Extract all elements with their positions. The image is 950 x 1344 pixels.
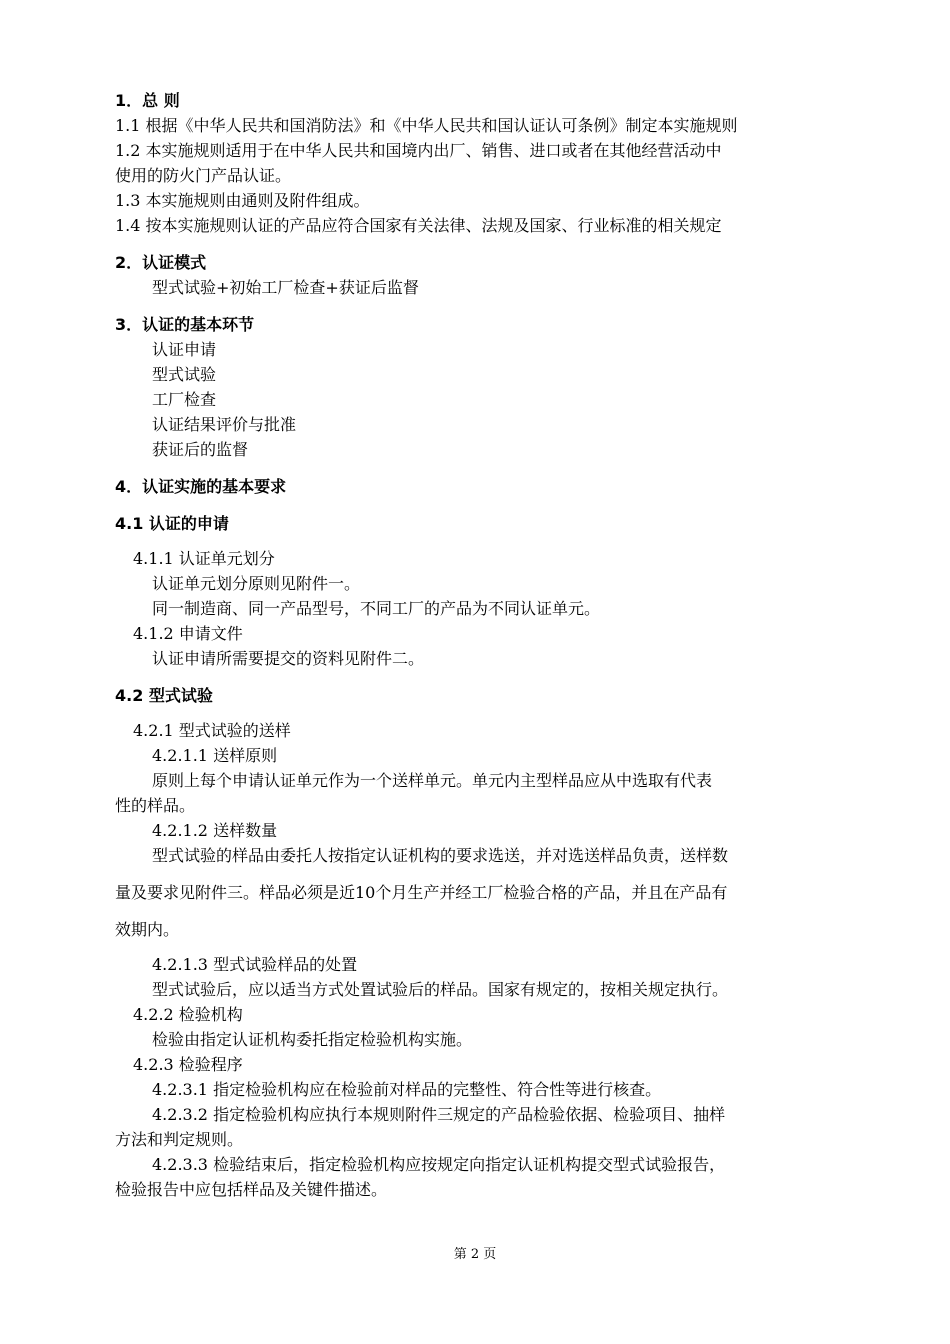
basic-step-item: 型式试验 (152, 365, 217, 384)
section-4-2-1-1-heading: 4.2.1.1 送样原则 (152, 746, 278, 765)
section-4-2-3-heading: 4.2.3 检验程序 (133, 1055, 243, 1074)
section-4-2-2-heading: 4.2.2 检验机构 (133, 1005, 243, 1024)
section-1-heading: 1．总 则 (115, 91, 180, 110)
paragraph-4-2-2: 检验由指定认证机构委托指定检验机构实施。 (152, 1030, 473, 1049)
paragraph-4-2-3-2-line2: 方法和判定规则。 (115, 1130, 244, 1149)
paragraph-4-2-1-2-line1: 型式试验的样品由委托人按指定认证机构的要求选送，并对选送样品负责，送样数 (152, 846, 729, 865)
section-4-1-1-heading: 4.1.1 认证单元划分 (133, 549, 275, 568)
section-4-1-2-heading: 4.1.2 申请文件 (133, 624, 243, 643)
basic-step-item: 工厂检查 (152, 390, 217, 409)
section-4-2-1-3-heading: 4.2.1.3 型式试验样品的处置 (152, 955, 358, 974)
certification-mode-text: 型式试验+初始工厂检查+获证后监督 (152, 278, 419, 297)
basic-step-item: 认证申请 (152, 340, 217, 359)
paragraph-4-2-1-3: 型式试验后，应以适当方式处置试验后的样品。国家有规定的，按相关规定执行。 (152, 980, 729, 999)
paragraph-4-2-3-3-line2: 检验报告中应包括样品及关键件描述。 (115, 1180, 388, 1199)
paragraph-4-2-3-1: 4.2.3.1 指定检验机构应在检验前对样品的完整性、符合性等进行核查。 (152, 1080, 662, 1099)
section-4-2-heading: 4.2 型式试验 (115, 686, 213, 705)
paragraph-1-3: 1.3 本实施规则由通则及附件组成。 (115, 191, 370, 210)
paragraph-4-1-2: 认证申请所需要提交的资料见附件二。 (152, 649, 425, 668)
basic-step-item: 认证结果评价与批准 (152, 415, 297, 434)
paragraph-4-1-1-a: 认证单元划分原则见附件一。 (152, 574, 361, 593)
page-number: 第 2 页 (453, 1247, 497, 1262)
basic-step-item: 获证后的监督 (152, 440, 249, 459)
section-4-2-1-2-heading: 4.2.1.2 送样数量 (152, 821, 278, 840)
paragraph-4-1-1-b: 同一制造商、同一产品型号，不同工厂的产品为不同认证单元。 (152, 599, 601, 618)
paragraph-4-2-1-2-line2: 量及要求见附件三。样品必须是近10个月生产并经工厂检验合格的产品，并且在产品有 (115, 883, 728, 902)
paragraph-4-2-1-1-line2: 性的样品。 (115, 796, 196, 815)
paragraph-1-2-line2: 使用的防火门产品认证。 (115, 166, 292, 185)
paragraph-4-2-3-3-line1: 4.2.3.3 检验结束后，指定检验机构应按规定向指定认证机构提交型式试验报告， (152, 1155, 726, 1174)
section-2-heading: 2．认证模式 (115, 253, 207, 272)
section-3-heading: 3．认证的基本环节 (115, 315, 255, 334)
section-4-1-heading: 4.1 认证的申请 (115, 514, 229, 533)
paragraph-1-2-line1: 1.2 本实施规则适用于在中华人民共和国境内出厂、销售、进口或者在其他经营活动中 (115, 141, 722, 160)
section-4-heading: 4．认证实施的基本要求 (115, 477, 287, 496)
paragraph-4-2-1-1-line1: 原则上每个申请认证单元作为一个送样单元。单元内主型样品应从中选取有代表 (152, 771, 713, 790)
paragraph-1-4: 1.4 按本实施规则认证的产品应符合国家有关法律、法规及国家、行业标准的相关规定 (115, 216, 722, 235)
section-4-2-1-heading: 4.2.1 型式试验的送样 (133, 721, 291, 740)
paragraph-4-2-1-2-line3: 效期内。 (115, 920, 180, 939)
paragraph-4-2-3-2-line1: 4.2.3.2 指定检验机构应执行本规则附件三规定的产品检验依据、检验项目、抽样 (152, 1105, 726, 1124)
paragraph-1-1: 1.1 根据《中华人民共和国消防法》和《中华人民共和国认证认可条例》制定本实施规则 (115, 116, 738, 135)
